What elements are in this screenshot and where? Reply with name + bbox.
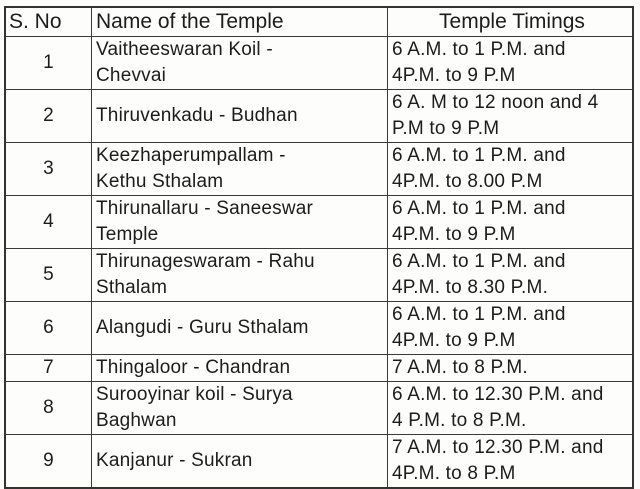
temple-name-cell	[92, 435, 388, 489]
temple-name-cell	[92, 382, 388, 435]
temple-timings-cell	[388, 249, 634, 302]
table-row	[5, 90, 633, 143]
serial-number-cell: 8	[5, 382, 92, 435]
serial-number-cell: 3	[5, 143, 92, 196]
temple-timings-cell-line: 4P.M. to 9 P.M	[392, 224, 516, 245]
temple-name-cell-line: Thingaloor - Chandran	[96, 357, 291, 378]
table-row	[5, 302, 633, 355]
temple-timings-cell-line: 4 P.M. to 8 P.M.	[392, 410, 527, 431]
temple-timings-cell-line: 6 A. M to 12 noon and 4	[392, 92, 599, 113]
temple-name-cell-line: Temple	[96, 224, 159, 245]
temple-timings-cell-line: 6 A.M. to 1 P.M. and	[392, 198, 566, 219]
table-row	[5, 435, 633, 489]
temple-name-cell-line: Kethu Sthalam	[96, 171, 224, 192]
header-row	[5, 7, 633, 37]
temple-name-cell-line: Thiruvenkadu - Budhan	[96, 105, 298, 126]
temple-timings-cell-line: 4P.M. to 8.00 P.M	[392, 171, 543, 192]
temple-timings-cell-line: 7 A.M. to 8 P.M.	[392, 357, 528, 378]
table-row	[5, 249, 633, 302]
temple-timings-cell-line: 4P.M. to 9 P.M	[392, 330, 516, 351]
temple-name-cell-line: Thirunallaru - Saneeswar	[96, 198, 314, 219]
header-sno: S. No	[5, 7, 92, 37]
header-name: Name of the Temple	[92, 7, 388, 37]
serial-number-cell: 9	[5, 435, 92, 489]
temple-timings-cell-line: 4P.M. to 9 P.M	[392, 65, 516, 86]
temple-name-cell	[92, 355, 388, 382]
header-timings: Temple Timings	[388, 7, 634, 37]
temple-name-cell	[92, 143, 388, 196]
table-row	[5, 382, 633, 435]
temple-name-cell	[92, 37, 388, 90]
temple-timings-cell	[388, 196, 634, 249]
temple-name-cell-line: Thirunageswaram - Rahu	[96, 251, 315, 272]
temple-timings-cell	[388, 37, 634, 90]
table-row	[5, 37, 633, 90]
temple-timings-cell-line: 6 A.M. to 1 P.M. and	[392, 304, 566, 325]
temple-timings-cell	[388, 302, 634, 355]
temple-timings-cell-line: 6 A.M. to 1 P.M. and	[392, 251, 566, 272]
serial-number-cell: 5	[5, 249, 92, 302]
table-row	[5, 143, 633, 196]
temple-timings-cell-line: 7 A.M. to 12.30 P.M. and	[392, 437, 604, 458]
temple-timings-cell-line: 6 A.M. to 1 P.M. and	[392, 145, 566, 166]
temple-timings-cell-line: 4P.M. to 8.30 P.M.	[392, 277, 549, 298]
temple-timings-cell-line: 6 A.M. to 1 P.M. and	[392, 39, 566, 60]
table-row	[5, 196, 633, 249]
serial-number-cell: 2	[5, 90, 92, 143]
temple-timings-cell	[388, 90, 634, 143]
temple-name-cell-line: Vaitheeswaran Koil -	[96, 39, 273, 60]
temple-name-cell-line: Sthalam	[96, 277, 168, 298]
temple-timings-table	[4, 6, 634, 489]
temple-name-cell-line: Chevvai	[96, 65, 167, 86]
temple-name-cell-line: Baghwan	[96, 410, 177, 431]
temple-name-cell-line: Surooyinar koil - Surya	[96, 384, 293, 405]
temple-name-cell	[92, 196, 388, 249]
temple-timings-cell	[388, 382, 634, 435]
table-body	[5, 37, 633, 489]
temple-name-cell-line: Kanjanur - Sukran	[96, 450, 253, 471]
temple-name-cell-line: Keezhaperumpallam -	[96, 145, 286, 166]
temple-name-cell	[92, 302, 388, 355]
serial-number-cell: 7	[5, 355, 92, 382]
serial-number-cell: 1	[5, 37, 92, 90]
serial-number-cell: 4	[5, 196, 92, 249]
temple-timings-cell-line: P.M to 9 P.M	[392, 118, 500, 139]
temple-timings-cell	[388, 143, 634, 196]
table-row	[5, 355, 633, 382]
temple-timings-cell-line: 4P.M. to 8 P.M	[392, 463, 516, 484]
temple-name-cell	[92, 90, 388, 143]
temple-timings-cell	[388, 435, 634, 489]
temple-timings-cell-line: 6 A.M. to 12.30 P.M. and	[392, 384, 604, 405]
temple-timings-cell	[388, 355, 634, 382]
temple-name-cell-line: Alangudi - Guru Sthalam	[96, 317, 309, 338]
serial-number-cell: 6	[5, 302, 92, 355]
temple-name-cell	[92, 249, 388, 302]
